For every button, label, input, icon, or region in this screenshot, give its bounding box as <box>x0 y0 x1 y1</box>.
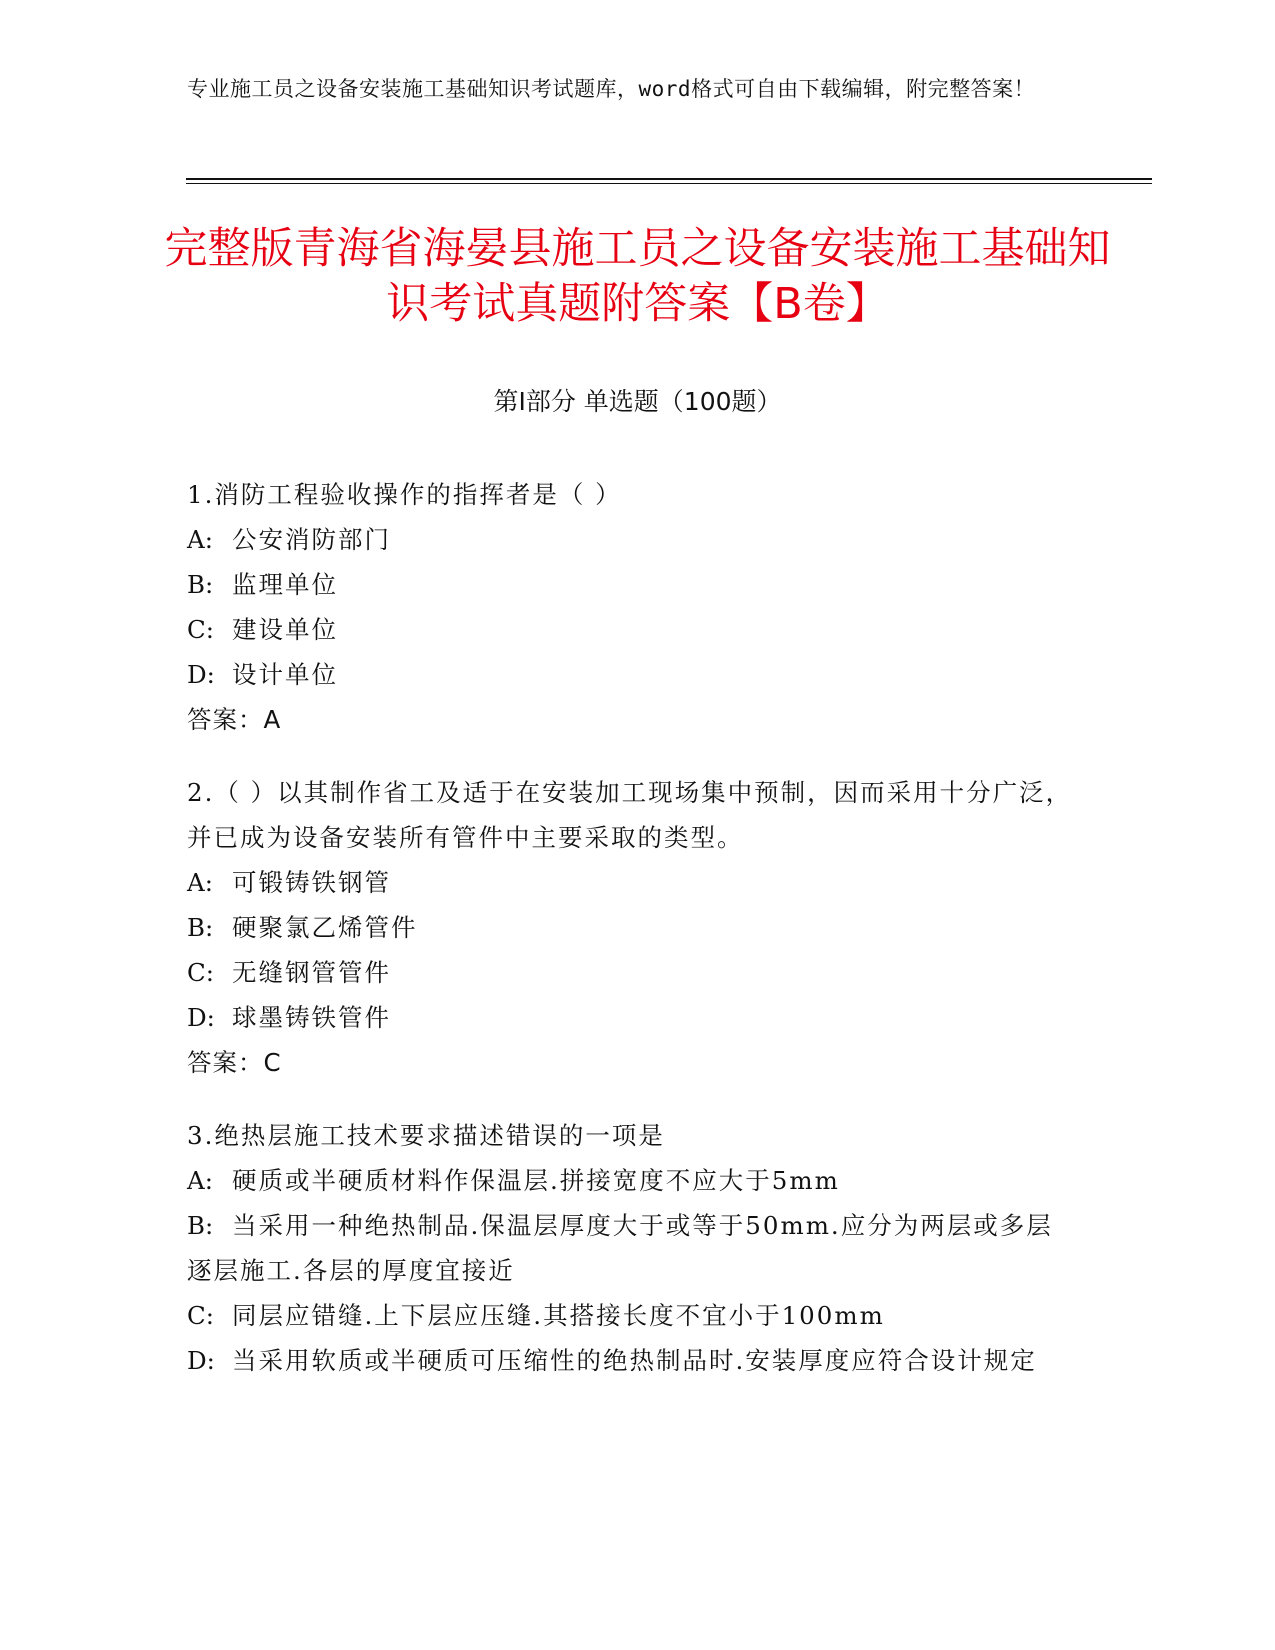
option-letter: B: <box>187 1211 214 1240</box>
option-b <box>187 1203 1077 1293</box>
question-1 <box>187 472 1077 742</box>
option-text: 当采用软质或半硬质可压缩性的绝热制品时.安装厚度应符合设计规定 <box>232 1346 1037 1375</box>
option-a <box>187 1158 1077 1203</box>
option-text: 无缝钢管管件 <box>232 958 391 987</box>
option-letter: D: <box>187 1003 215 1032</box>
option-text: 监理单位 <box>232 570 338 599</box>
question-2 <box>187 770 1077 1085</box>
header-note: 专业施工员之设备安装施工基础知识考试题库，word格式可自由下载编辑，附完整答案！ <box>187 77 1036 101</box>
option-c <box>187 950 1077 995</box>
option-text: 可锻铸铁钢管 <box>232 868 391 897</box>
option-d <box>187 995 1077 1040</box>
option-text: 同层应错缝.上下层应压缝.其搭接长度不宜小于100mm <box>232 1301 885 1330</box>
option-b <box>187 905 1077 950</box>
option-d <box>187 1338 1077 1383</box>
option-text: 当采用一种绝热制品.保温层厚度大于或等于50mm.应分为两层或多层逐层施工.各层的厚度宜接近 <box>187 1211 1053 1285</box>
answer-line: 答案：A <box>187 705 282 734</box>
option-letter: A: <box>187 868 213 897</box>
header-divider-thin <box>186 183 1152 184</box>
option-d <box>187 652 1077 697</box>
question-stem: 1.消防工程验收操作的指挥者是（ ） <box>187 480 622 509</box>
option-text: 公安消防部门 <box>232 525 391 554</box>
option-letter: C: <box>187 615 215 644</box>
option-c <box>187 607 1077 652</box>
question-stem: 2.（ ）以其制作省工及适于在安装加工现场集中预制，因而采用十分广泛，并已成为设备安装所有管件中主要采取的类型。 <box>187 778 1073 852</box>
option-letter: C: <box>187 958 215 987</box>
option-text: 硬聚氯乙烯管件 <box>232 913 418 942</box>
question-3 <box>187 1113 1077 1383</box>
option-letter: B: <box>187 570 214 599</box>
option-letter: A: <box>187 1166 213 1195</box>
answer-line: 答案：C <box>187 1048 282 1077</box>
question-list <box>187 472 1077 1411</box>
option-c <box>187 1293 1077 1338</box>
header-divider-thick <box>186 178 1152 180</box>
option-b <box>187 562 1077 607</box>
document-title: 完整版青海省海晏县施工员之设备安装施工基础知识考试真题附答案【B卷】 <box>164 224 1111 329</box>
option-letter: D: <box>187 660 215 689</box>
option-letter: B: <box>187 913 214 942</box>
option-text: 设计单位 <box>232 660 338 689</box>
section-title: 第Ⅰ部分 单选题（100题） <box>493 387 782 416</box>
option-letter: A: <box>187 525 213 554</box>
option-text: 球墨铸铁管件 <box>232 1003 391 1032</box>
option-letter: C: <box>187 1301 215 1330</box>
option-a <box>187 860 1077 905</box>
option-text: 建设单位 <box>232 615 338 644</box>
question-stem: 3.绝热层施工技术要求描述错误的一项是 <box>187 1121 665 1150</box>
option-text: 硬质或半硬质材料作保温层.拼接宽度不应大于5mm <box>232 1166 840 1195</box>
option-letter: D: <box>187 1346 215 1375</box>
option-a <box>187 517 1077 562</box>
